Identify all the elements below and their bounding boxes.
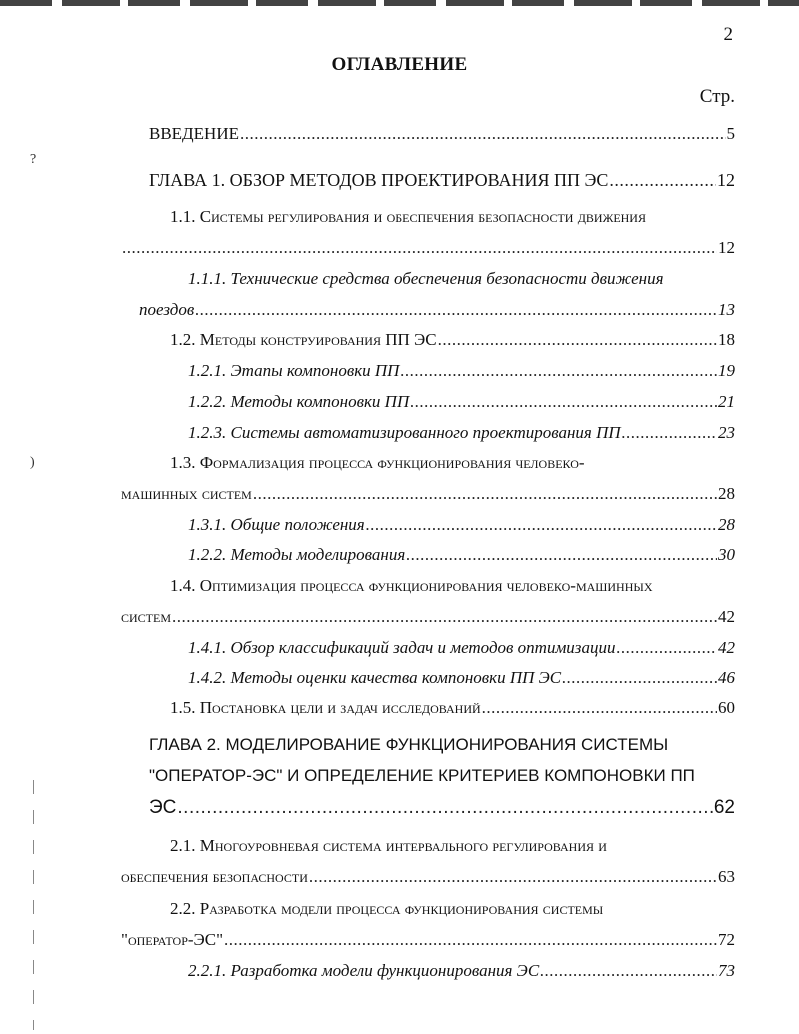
binding-edge-artifact [33,780,34,1030]
dot-leader [406,545,717,565]
toc-entry-chapter-2[interactable]: ЭС ..... 62 [149,797,735,819]
toc-entry-chapter-2-line2[interactable]: "ОПЕРАТОР-ЭС" И ОПРЕДЕЛЕНИЕ КРИТЕРИЕВ КОМПОНОВКИ ПП [149,766,695,785]
toc-entry-chapter-2-line1[interactable]: ГЛАВА 2. МОДЕЛИРОВАНИЕ ФУНКЦИОНИРОВАНИЯ СИСТЕМЫ [149,735,669,754]
toc-entry-1-3-1[interactable]: 1.3.1. Общие положения ..... 28 [188,515,735,535]
page-ref: 73 [718,961,735,980]
toc-entry-1-1-1-line1[interactable]: 1.1.1. Технические средства обеспечения безопасности движения [188,269,664,288]
page-ref: 62 [713,797,735,818]
page-ref: 72 [718,930,735,949]
dot-leader [622,423,717,443]
toc-entry-1-3-line1[interactable]: 1.3. Формализация процесса функционирования человеко- [170,453,585,472]
toc-entry-1-4-2[interactable]: 1.4.2. Методы оценки качества компоновки ПП ЭС ..... 46 [188,668,735,688]
toc-entry-1-1-line1[interactable]: 1.1. Системы регулирования и обеспечения безопасности движения [170,207,646,226]
page-ref: 23 [718,423,735,442]
dot-leader [309,867,717,887]
dot-leader [410,392,717,412]
dot-leader [122,238,717,258]
toc-entry-1-4-line1[interactable]: 1.4. Оптимизация процесса функционирования человеко-машинных [170,576,653,595]
page-ref: 19 [718,361,735,380]
page-title: ОГЛАВЛЕНИЕ [331,54,468,75]
page-ref: 30 [718,545,735,564]
dot-leader [366,515,717,535]
dot-leader [438,330,717,350]
scan-edge-artifact [0,0,799,6]
margin-mark: ) [30,455,35,470]
toc-entry-1-4[interactable]: систем ..... 42 [121,607,735,627]
page-ref: 63 [718,867,735,886]
dot-leader [195,300,717,320]
dot-leader [562,668,717,688]
toc-entry-1-2-1[interactable]: 1.2.1. Этапы компоновки ПП ..... 19 [188,361,735,381]
margin-mark: ? [30,152,37,167]
page-ref: 28 [718,515,735,534]
dot-leader [400,361,717,381]
page-column-label: Стр. [699,86,735,107]
page-number: 2 [723,24,733,45]
toc-entry-1-2-3[interactable]: 1.2.3. Системы автоматизированного проектирования ПП ..... 23 [188,423,735,443]
toc-entry-1-3-2[interactable]: 1.2.2. Методы моделирования ..... 30 [188,545,735,565]
dot-leader [482,698,717,718]
toc-entry-chapter-1[interactable]: ГЛАВА 1. ОБЗОР МЕТОДОВ ПРОЕКТИРОВАНИЯ ПП ЭС ..... 12 [149,170,735,191]
dot-leader [609,170,716,191]
dot-leader [616,638,717,658]
page-ref: 42 [718,607,735,626]
dot-leader [172,607,717,627]
toc-entry-2-2[interactable]: "оператор-ЭС" ..... 72 [121,930,735,950]
dot-leader [177,797,712,819]
page-ref: 21 [718,392,735,411]
page-ref: 5 [726,124,735,143]
toc-entry-1-3[interactable]: машинных систем ..... 28 [121,484,735,504]
toc-entry-1-4-1[interactable]: 1.4.1. Обзор классификаций задач и методов оптимизации ..... 42 [188,638,735,658]
dot-leader [540,961,717,981]
toc-entry-1-2-2[interactable]: 1.2.2. Методы компоновки ПП ..... 21 [188,392,735,412]
toc-entry-1-1-1[interactable]: поездов ..... 13 [139,300,735,320]
page-ref: 12 [718,238,735,257]
page-ref: 46 [718,668,735,687]
page-ref: 13 [718,300,735,319]
toc-entry-1-1[interactable] [121,238,735,258]
dot-leader [240,124,726,144]
toc-entry-intro[interactable]: ВВЕДЕНИЕ ..... 5 [149,124,735,144]
toc-entry-2-2-1[interactable]: 2.2.1. Разработка модели функционирования ЭС ..... 73 [188,961,735,981]
toc-entry-1-2[interactable]: 1.2. Методы конструирования ПП ЭС ..... 18 [170,330,735,350]
dot-leader [253,484,717,504]
toc-entry-2-1[interactable]: обеспечения безопасности ..... 63 [121,867,735,887]
page-ref: 42 [718,638,735,657]
toc-entry-2-1-line1[interactable]: 2.1. Многоуровневая система интервального регулирования и [170,836,607,855]
page-ref: 60 [718,698,735,717]
page-ref: 12 [717,170,735,190]
toc-entry-2-2-line1[interactable]: 2.2. Разработка модели процесса функционирования системы [170,899,604,918]
toc-entry-1-5[interactable]: 1.5. Постановка цели и задач исследований ..... 60 [170,698,735,718]
dot-leader [224,930,717,950]
page-ref: 28 [718,484,735,503]
page-ref: 18 [718,330,735,349]
